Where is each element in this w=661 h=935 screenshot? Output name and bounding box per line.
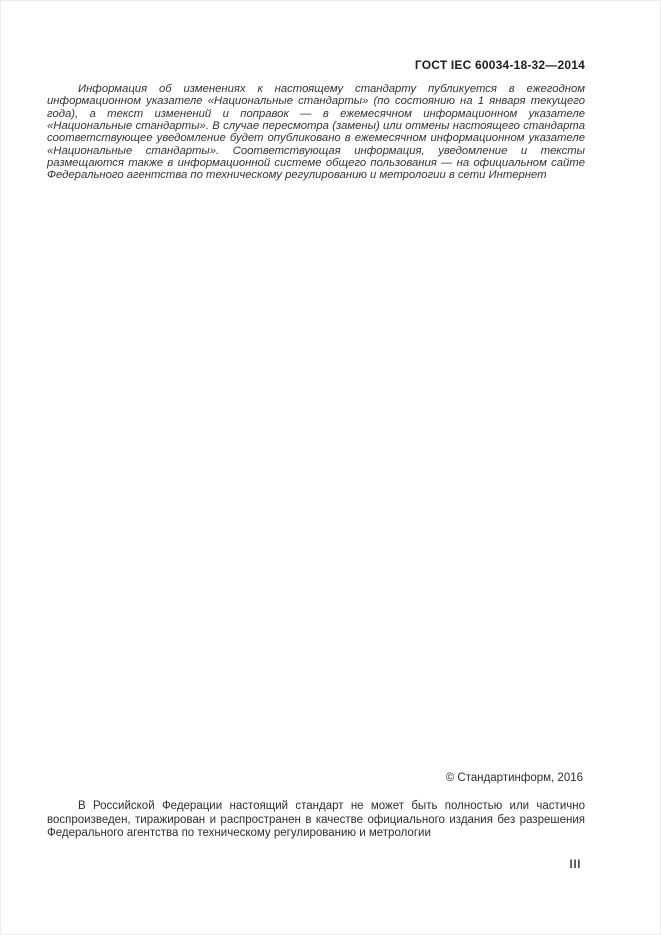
copyright-notice: © Стандартинформ, 2016 <box>445 772 583 784</box>
standard-changes-info-paragraph: Информация об изменениях к настоящему стандарту публикуется в ежегодном информационном указателе «Национальные стандарты» (по состоянию на 1 января текущего года), а текст изменений и поправок — в ежемесячном информационном указателе «Национальные стандарты». В случае пересмотра (замены) или отмены настоящего стандарта соответствующее уведомление будет опубликовано в ежемесячном информационном указателе «Национальные стандарты». Соответствующая информация, уведомление и тексты размещаются также в информационной системе общего пользования — на официальном сайте Федерального агентства по техническому регулированию и метрологии в сети Интернет <box>47 83 585 182</box>
document-number-header: ГОСТ IEC 60034-18-32—2014 <box>414 58 585 72</box>
reproduction-restriction-paragraph: В Российской Федерации настоящий стандарт не может быть полностью или частично воспроизведен, тиражирован и распространен в качестве официального издания без разрешения Федерального агентства по техническому регулированию и метрологии <box>47 800 585 840</box>
page-number: III <box>569 857 581 871</box>
